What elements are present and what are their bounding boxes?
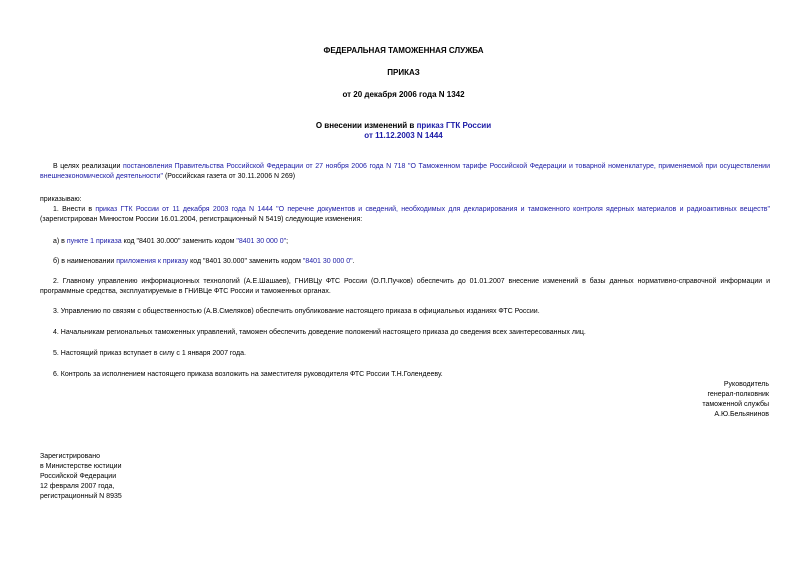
signature-line: генерал-полковник xyxy=(707,391,769,398)
registration-line: в Министерстве юстиции xyxy=(40,463,122,470)
doc-title xyxy=(0,121,807,131)
preamble-paragraph xyxy=(40,162,770,182)
doc-date-number: от 20 декабря 2006 года N 1342 xyxy=(342,90,465,99)
agency-title: ФЕДЕРАЛЬНАЯ ТАМОЖЕННАЯ СЛУЖБА xyxy=(323,46,484,55)
appendix-link[interactable]: приложения к приказу xyxy=(116,258,189,265)
government-decree-link[interactable]: постановления Правительства Российской Федерации от 27 ноября 2006 года N 718 "О Таможенном тарифе Российской Федерации и товарной номенклатуре, применяемой при осуществлении внешнеэкономической деятельности" xyxy=(40,163,770,180)
item-1-text: 1. Внести в xyxy=(53,206,96,213)
order-word: приказываю: xyxy=(40,196,82,203)
preamble-source: (Российская газета от 30.11.2006 N 269) xyxy=(163,173,296,180)
item-2: 2. Главному управлению информационных технологий (А.Е.Шашаев), ГНИВЦу ФТС России (О.П.Пучков) обеспечить до 01.01.2007 внесение изменений в базы данных нормативно-справочной информации и программные средства, эксплуатируемые в ГНИВЦе ФТС России и таможенных органах. xyxy=(40,278,770,295)
item-1 xyxy=(40,205,770,225)
signature-line: таможенной службы xyxy=(702,401,769,408)
point-1-link[interactable]: пункте 1 приказа xyxy=(66,238,122,245)
item-1b-end: . xyxy=(352,258,355,265)
registration-line: Зарегистрировано xyxy=(40,453,100,460)
item-1a-text: а) в xyxy=(53,238,67,245)
preamble-text: В целях реализации xyxy=(53,163,123,170)
registration-line: регистрационный N 8935 xyxy=(40,493,122,500)
item-1b-text: б) в наименовании xyxy=(53,258,117,265)
registration-line: 12 февраля 2007 года, xyxy=(40,483,115,490)
code-link-a[interactable]: "8401 30 000 0" xyxy=(236,238,287,245)
registration-line: Российской Федерации xyxy=(40,473,117,480)
item-1-registration: (зарегистрирован Минюстом России 16.01.2004, регистрационный N 5419) следующие изменения: xyxy=(40,216,363,223)
item-1a-text2: код "8401 30.000" заменить кодом xyxy=(121,238,237,245)
signature-block xyxy=(702,380,769,420)
doc-type: ПРИКАЗ xyxy=(387,68,420,77)
item-1b-text2: код "8401 30.000" заменить кодом xyxy=(188,258,303,265)
item-4: 4. Начальникам региональных таможенных управлений, таможен обеспечить доведение положений настоящего приказа до сведения всех заинтересованных лиц. xyxy=(53,329,586,336)
registration-block xyxy=(40,452,122,502)
item-3: 3. Управлению по связям с общественностью (А.В.Смеляков) обеспечить опубликование настоящего приказа в официальных изданиях ФТС России. xyxy=(53,308,540,315)
gtk-order-link[interactable]: приказ ГТК России от 11 декабря 2003 года N 1444 "О перечне документов и сведений, необходимых для декларирования и таможенного контроля ядерных материалов и радиоактивных веществ" xyxy=(95,206,770,213)
signature-line: А.Ю.Бельянинов xyxy=(714,411,769,418)
signature-line: Руководитель xyxy=(723,381,769,388)
item-1a-end: ; xyxy=(286,238,289,245)
doc-title-line2 xyxy=(0,131,807,141)
item-5: 5. Настоящий приказ вступает в силу с 1 января 2007 года. xyxy=(53,350,246,357)
item-6: 6. Контроль за исполнением настоящего приказа возложить на заместителя руководителя ФТС России Т.Н.Голендееву. xyxy=(53,371,443,378)
item-1b xyxy=(40,257,770,267)
item-1a xyxy=(40,237,770,247)
amended-order-link-date[interactable]: от 11.12.2003 N 1444 xyxy=(364,131,443,140)
doc-title-prefix: О внесении изменений в xyxy=(315,121,417,130)
code-link-b[interactable]: "8401 30 000 0" xyxy=(302,258,353,265)
amended-order-link[interactable]: приказ ГТК России xyxy=(416,121,492,130)
